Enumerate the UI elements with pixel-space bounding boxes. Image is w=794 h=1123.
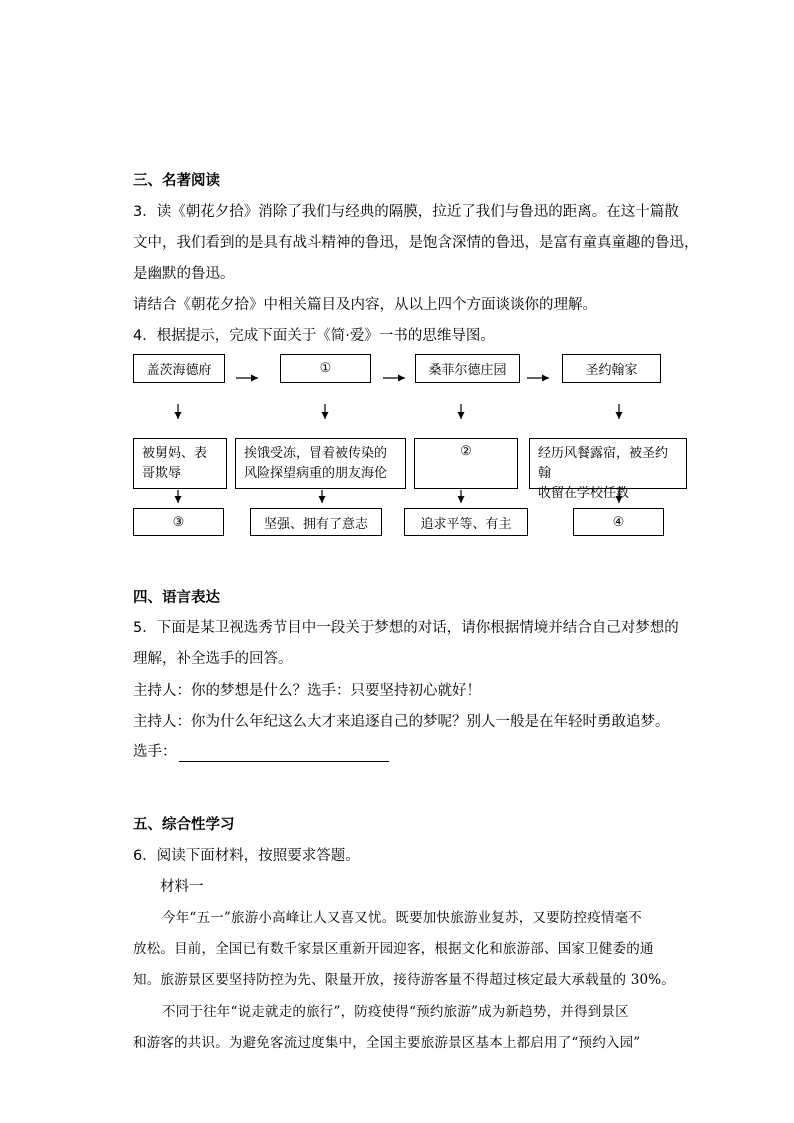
mindmap-place-4: 圣约翰家 <box>562 354 661 383</box>
q4-prompt: 4．根据提示，完成下面关于《简·爱》一书的思维导图。 <box>133 328 495 344</box>
mindmap-trait-3: 追求平等、有主 <box>404 508 528 536</box>
q5-answer-label: 选手： <box>133 744 177 760</box>
section-heading-reading: 三、名著阅读 <box>133 173 220 189</box>
mindmap-experience-4-line-2: 收留在学校任教 <box>538 486 630 501</box>
q5-line-1: 5．下面是某卫视选秀节目中一段关于梦想的对话，请你根据情境并结合自己对梦想的 <box>133 620 679 636</box>
mindmap-experience-1 <box>133 438 227 489</box>
mindmap-experience-2-line-1: 挨饿受冻，冒着被传染的 <box>244 446 388 461</box>
material-title: 材料一 <box>160 879 204 895</box>
material-para1-line-3: 知。旅游景区要坚持防控为先、限量开放，接待游客量不得超过核定最大承载量的 30%。 <box>133 972 675 988</box>
material-para2-line-2: 和游客的共识。为避免客流过度集中，全国主要旅游景区基本上都启用了“预约入园” <box>133 1035 641 1051</box>
q5-dialog-2: 主持人：你为什么年纪这么大才来追逐自己的梦呢？别人一般是在年轻时勇敢追梦。 <box>133 714 670 730</box>
mindmap-experience-1-line-2: 哥欺辱 <box>142 466 182 481</box>
mindmap-experience-1-line-1: 被舅妈、表 <box>142 446 208 461</box>
q5-line-2: 理解，补全选手的回答。 <box>133 651 293 667</box>
mindmap-experience-3-blank: ② <box>414 438 518 489</box>
mindmap-experience-2-line-2: 风险探望病重的朋友海伦 <box>244 466 388 481</box>
material-para1-line-1: 今年“五一”旅游小高峰让人又喜又忧。既要加快旅游业复苏，又要防控疫情毫不 <box>162 910 643 926</box>
material-para1-line-2: 放松。目前，全国已有数千家景区重新开园迎客，根据文化和旅游部、国家卫健委的通 <box>133 941 654 957</box>
mindmap-experience-2 <box>235 438 406 489</box>
mindmap-trait-4-blank: ④ <box>573 508 664 536</box>
mindmap-place-2-blank: ① <box>280 354 371 383</box>
q6-prompt: 6．阅读下面材料，按照要求答题。 <box>133 848 360 864</box>
q5-answer-row <box>133 742 389 762</box>
q5-dialog-1: 主持人：你的梦想是什么？选手：只要坚持初心就好！ <box>133 683 481 699</box>
section-heading-language: 四、语言表达 <box>133 590 220 606</box>
section-heading-comprehensive: 五、综合性学习 <box>133 817 235 833</box>
q3-line-4: 请结合《朝花夕拾》中相关篇目及内容，从以上四个方面谈谈你的理解。 <box>133 297 597 313</box>
mindmap-place-1: 盖茨海德府 <box>133 354 225 383</box>
mindmap-place-3: 桑菲尔德庄园 <box>415 354 520 383</box>
q3-line-3: 是幽默的鲁迅。 <box>133 266 235 282</box>
q5-answer-blank[interactable] <box>179 747 389 762</box>
mindmap-experience-4 <box>529 438 687 501</box>
mindmap-trait-1-blank: ③ <box>133 508 224 536</box>
q3-line-1: 3．读《朝花夕拾》消除了我们与经典的隔膜，拉近了我们与鲁迅的距离。在这十篇散 <box>133 204 679 220</box>
q3-line-2: 文中，我们看到的是具有战斗精神的鲁迅，是饱含深情的鲁迅，是富有童真童趣的鲁迅， <box>133 235 699 251</box>
material-para2-line-1: 不同于往年“说走就走的旅行”，防疫使得“预约旅游”成为新趋势，并得到景区 <box>162 1004 629 1020</box>
mindmap-trait-2: 坚强、拥有了意志 <box>250 508 382 536</box>
mindmap-experience-4-line-1: 经历风餐露宿，被圣约翰 <box>538 446 669 481</box>
